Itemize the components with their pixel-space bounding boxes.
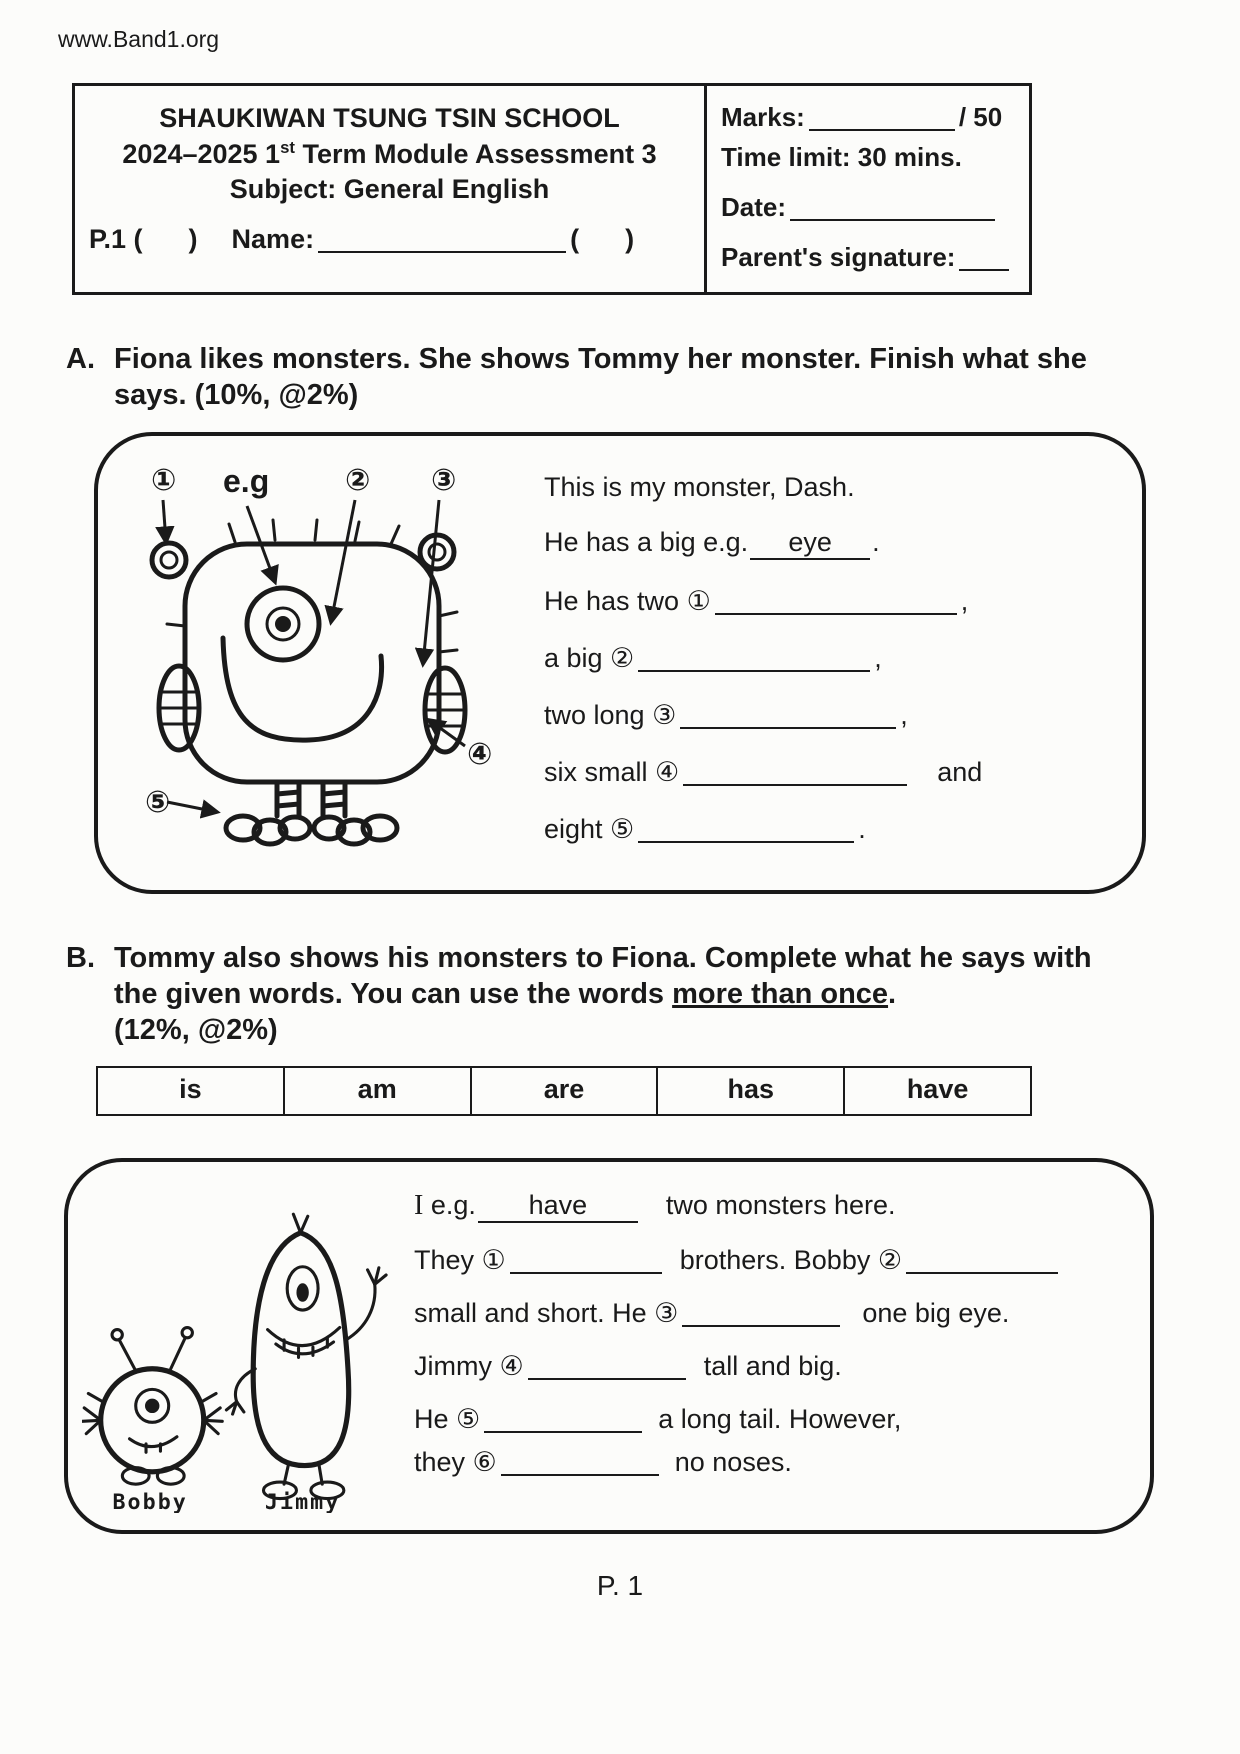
- class-name-row: [89, 222, 690, 255]
- a-1-prefix: He has two ①: [544, 585, 711, 616]
- section-a-lines: [534, 456, 1112, 878]
- b-title-text: Tommy also shows his monsters to Fiona. Complete what he says with the given words. You can use the words: [114, 941, 1092, 1010]
- b-line-eg: [414, 1190, 1122, 1223]
- a-line-1: [544, 584, 1112, 617]
- part-label-2: ②: [345, 463, 371, 497]
- a-3-prefix: two long ③: [544, 699, 677, 730]
- part-label-5: ⑤: [145, 785, 171, 819]
- a-blank-3: [680, 698, 896, 729]
- b-blank-5: [484, 1402, 642, 1433]
- marks-blank: [809, 100, 955, 131]
- a-4-suffix: and: [937, 756, 983, 787]
- section-b-title: [114, 940, 1124, 1049]
- part-label-4: ④: [467, 737, 493, 771]
- term-prefix: 2024–2025 1: [122, 138, 281, 169]
- monster-dash-figure: [124, 456, 534, 878]
- name-blank: [318, 222, 566, 253]
- watermark: www.Band1.org: [58, 26, 220, 52]
- name-paren-close: ): [625, 223, 635, 254]
- monster-dash-illustration: [124, 456, 526, 856]
- b-blank-4: [528, 1349, 686, 1380]
- b-3-p1: Jimmy ④: [414, 1351, 524, 1382]
- page-number: P. 1: [596, 1570, 644, 1602]
- monster-name-jimmy: Jimmy: [264, 1490, 341, 1514]
- section-b-lines: [414, 1182, 1122, 1520]
- a-line-2: [544, 641, 1112, 674]
- b-4-p1: He ⑤: [414, 1404, 481, 1435]
- term-suffix: Term Module Assessment 3: [294, 138, 657, 169]
- b-eg-suffix: two monsters here.: [665, 1190, 896, 1221]
- b-line-5: [414, 1445, 1122, 1478]
- a-blank-4: [683, 755, 907, 786]
- b-1-p1: They ①: [414, 1245, 506, 1276]
- a-3-suffix: ,: [900, 699, 908, 730]
- date-label: Date:: [721, 192, 787, 222]
- name-paren-open: (: [570, 223, 580, 254]
- word-bank-cell-has: has: [658, 1068, 845, 1114]
- signature-blank: [959, 240, 1009, 271]
- a-eg-suffix: .: [872, 526, 880, 557]
- bobby-jimmy-illustration: [82, 1173, 412, 1513]
- part-label-1: ①: [151, 463, 177, 497]
- marks-row: [721, 100, 1015, 133]
- name-label: Name:: [231, 223, 315, 254]
- b-eg-label: e.g.: [430, 1190, 476, 1221]
- a-1-suffix: ,: [960, 585, 969, 616]
- b-title-underlined: more than once: [672, 977, 889, 1010]
- word-bank-cell-are: are: [472, 1068, 659, 1114]
- section-a-letter: A.: [66, 343, 95, 375]
- b-2-p2: one big eye.: [862, 1298, 1010, 1329]
- b-5-p1: they ⑥: [414, 1447, 497, 1478]
- monsters-figure: [82, 1173, 414, 1520]
- term-superscript: st: [280, 137, 295, 157]
- b-blank-2: [906, 1243, 1058, 1274]
- term-line: [89, 137, 690, 173]
- signature-label: Parent's signature:: [721, 242, 956, 272]
- marks-total: / 50: [958, 102, 1003, 132]
- b-3-p2: tall and big.: [703, 1351, 842, 1382]
- monster-dash-body: [152, 520, 465, 844]
- a-line-intro: This is my monster, Dash.: [544, 471, 855, 502]
- date-row: [721, 190, 1015, 223]
- class-label: P.1 (: [89, 223, 143, 254]
- a-2-prefix: a big ②: [544, 642, 635, 673]
- fur-strokes: [167, 520, 457, 652]
- feet: [226, 816, 397, 844]
- school-name: SHAUKIWAN TSUNG TSIN SCHOOL: [159, 103, 620, 133]
- header-right: [707, 86, 1029, 292]
- b-blank-1: [510, 1243, 662, 1274]
- header-left: [75, 86, 707, 292]
- a-line-4: [544, 755, 1112, 788]
- word-bank: [96, 1066, 1032, 1116]
- b-line-4: [414, 1402, 1122, 1435]
- word-bank-cell-is: is: [98, 1068, 285, 1114]
- b-4-p2: a long tail. However,: [658, 1404, 902, 1435]
- section-b-heading: [66, 940, 1182, 1049]
- a-2-suffix: ,: [874, 642, 882, 673]
- b-eg-answer-blank: have: [478, 1190, 638, 1223]
- class-paren: ): [188, 223, 198, 254]
- monster-name-bobby: Bobby: [112, 1490, 188, 1514]
- section-a-title: Fiona likes monsters. She shows Tommy her monster. Finish what she says. (10%, @2%): [114, 343, 1087, 412]
- date-blank: [790, 190, 995, 221]
- b-line-3: [414, 1349, 1122, 1382]
- a-blank-1: [715, 584, 957, 615]
- b-title-period: .: [888, 977, 897, 1010]
- section-a-heading: [66, 341, 1182, 414]
- signature-row: [721, 240, 1015, 273]
- marks-label: Marks:: [721, 102, 805, 132]
- a-4-prefix: six small ④: [544, 756, 680, 787]
- a-5-prefix: eight ⑤: [544, 813, 635, 844]
- a-blank-2: [638, 641, 870, 672]
- a-line-5: [544, 812, 1112, 845]
- a-blank-5: [638, 812, 854, 843]
- b-title-marks: (12%, @2%): [114, 1014, 278, 1046]
- legs: [277, 782, 345, 816]
- part-label-eg: e.g: [223, 462, 270, 499]
- a-5-suffix: .: [858, 813, 866, 844]
- b-blank-6: [501, 1445, 659, 1476]
- b-blank-3: [682, 1296, 840, 1327]
- b-line-1: [414, 1243, 1122, 1276]
- section-b-letter: B.: [66, 941, 95, 974]
- b-1-p2: brothers. Bobby ②: [679, 1245, 903, 1276]
- subject-line: Subject: General English: [229, 174, 550, 205]
- a-line-3: [544, 698, 1112, 731]
- a-line-eg: [544, 527, 1112, 560]
- section-a-box: [94, 432, 1146, 894]
- time-limit: Time limit: 30 mins.: [721, 142, 962, 172]
- a-eg-answer-blank: eye: [750, 527, 870, 560]
- b-5-p2: no noses.: [674, 1447, 792, 1478]
- word-bank-cell-am: am: [285, 1068, 472, 1114]
- monster-bobby: [82, 1328, 222, 1513]
- section-b-box: [64, 1158, 1154, 1534]
- part-label-3: ③: [431, 463, 457, 497]
- word-bank-cell-have: have: [906, 1074, 969, 1105]
- header-box: [72, 83, 1032, 295]
- b-line-2: [414, 1296, 1122, 1329]
- b-eg-pronoun: I: [414, 1190, 424, 1222]
- monster-jimmy: [226, 1214, 386, 1513]
- b-2-p1: small and short. He ③: [414, 1298, 679, 1329]
- a-eg-prefix: He has a big e.g.: [544, 526, 749, 557]
